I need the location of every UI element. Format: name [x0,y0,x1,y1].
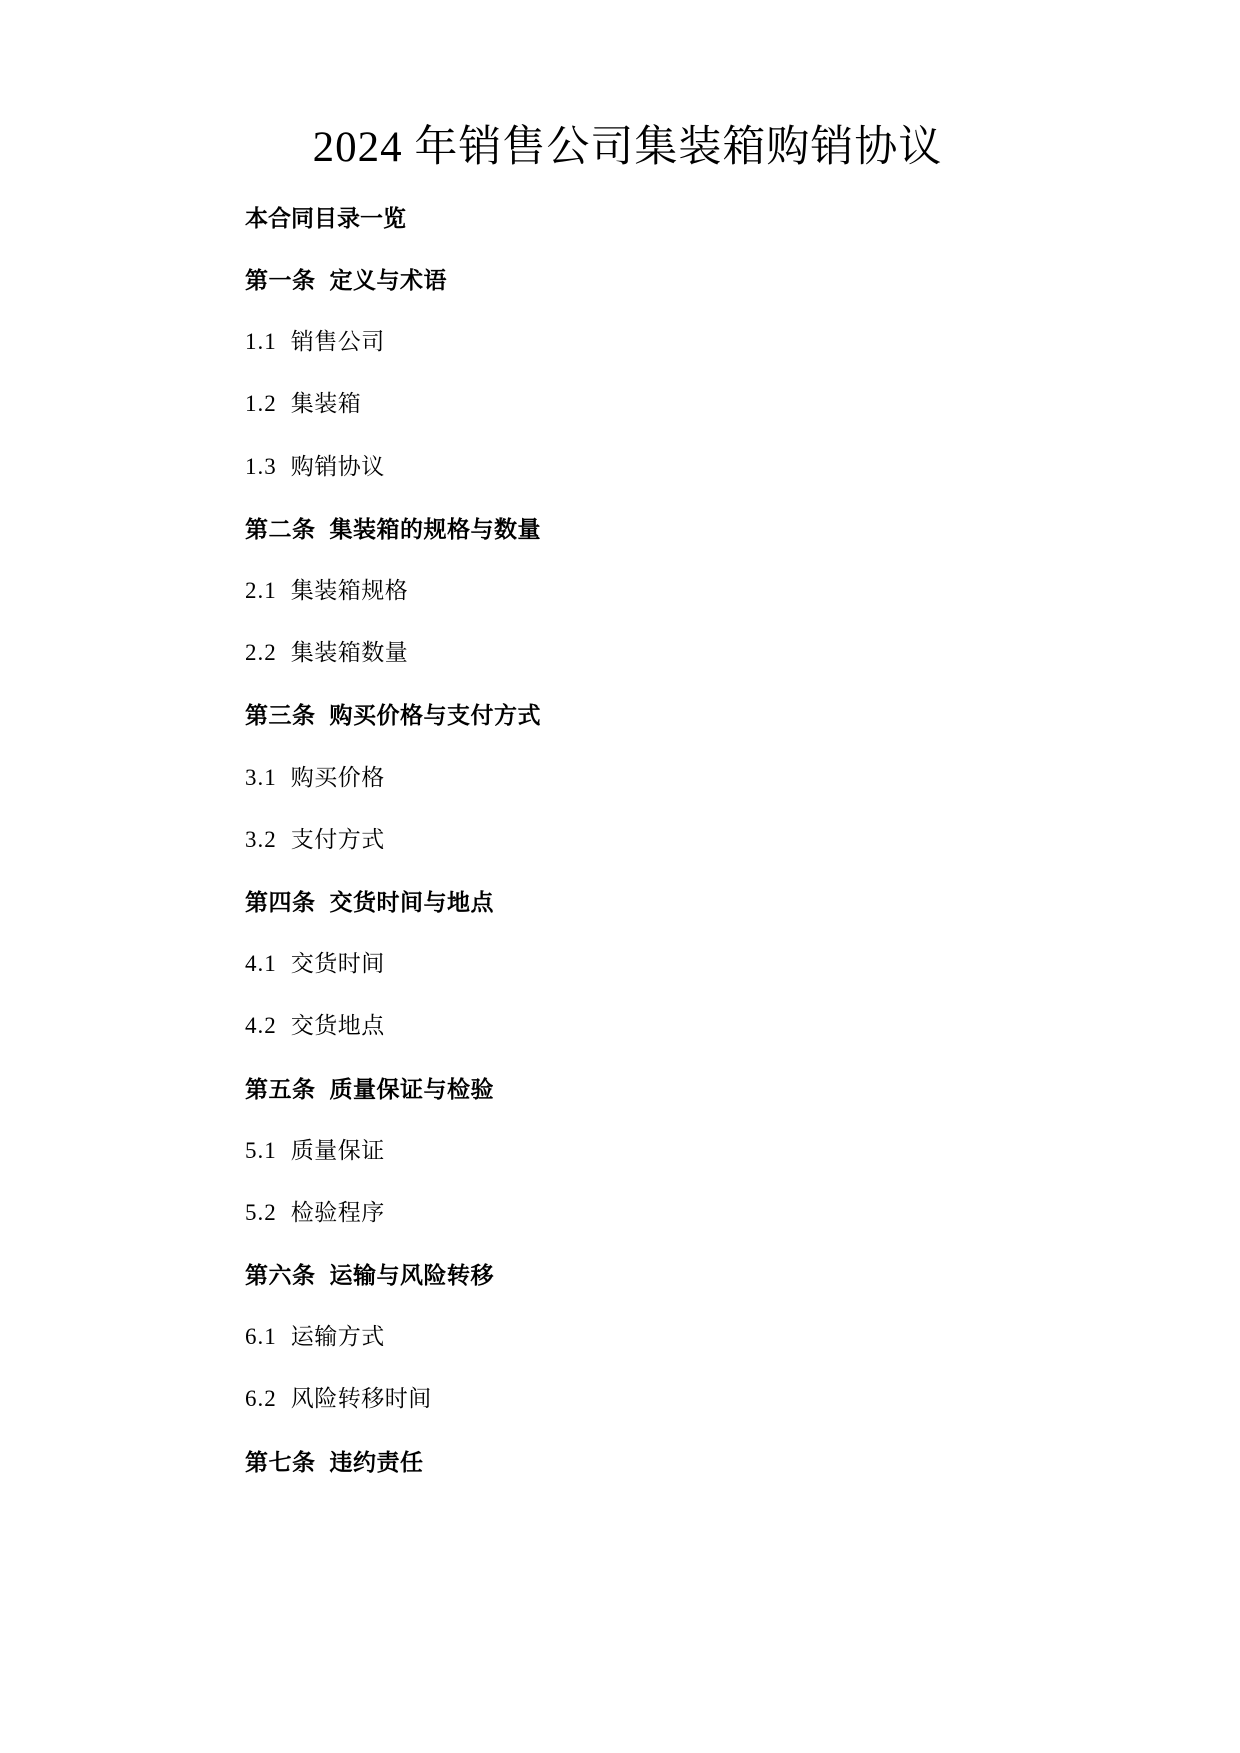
toc-entry-number: 3.2 [245,826,277,852]
toc-entry-title: 购销协议 [290,453,385,479]
toc-entry-number: 1.1 [245,329,277,355]
toc-entry[interactable] [245,1383,1070,1415]
toc-entry[interactable] [245,388,1070,420]
page-title: 2024 年销售公司集装箱购销协议 [312,124,943,171]
toc-entry-number: 第五条 [245,1075,316,1102]
toc-entry-number: 4.1 [245,951,277,977]
toc-entry[interactable] [245,1259,1070,1291]
toc-entry[interactable] [245,637,1070,669]
toc-entry-number: 第二条 [245,515,316,542]
toc-entry-number: 5.1 [245,1137,277,1163]
toc-entry[interactable] [245,264,1070,296]
toc-entry-number: 第四条 [245,888,316,915]
toc-entry[interactable] [245,762,1070,794]
toc-entry-number: 1.3 [245,453,277,479]
toc-entry-title: 质量保证与检验 [329,1075,494,1102]
toc-entry[interactable] [245,1135,1070,1167]
toc-entry-title: 购买价格 [290,764,385,790]
toc-entry[interactable] [245,1010,1070,1042]
toc-entry-number: 第三条 [245,702,316,729]
toc-entry-number: 第一条 [245,267,316,294]
toc-entry[interactable] [245,699,1070,731]
table-of-contents-label: 本合同目录一览 [245,204,406,231]
toc-entry[interactable] [245,1197,1070,1229]
toc-entry-number: 4.2 [245,1013,277,1039]
toc-entry-title: 运输与风险转移 [329,1262,494,1289]
toc-entry-title: 定义与术语 [329,267,447,294]
toc-entry-title: 支付方式 [290,826,385,852]
toc-entry-number: 第七条 [245,1448,316,1475]
toc-entry[interactable] [245,886,1070,918]
toc-entry-title: 交货时间 [290,951,385,977]
toc-entry[interactable] [245,1446,1070,1478]
toc-entry[interactable] [245,451,1070,483]
toc-entry-title: 集装箱的规格与数量 [329,515,541,542]
toc-entry[interactable] [245,326,1070,358]
toc-entry[interactable] [245,513,1070,545]
toc-entry-title: 购买价格与支付方式 [329,702,541,729]
toc-entry-title: 集装箱 [290,391,362,417]
toc-entry-number: 第六条 [245,1262,316,1289]
toc-entry-number: 2.2 [245,640,277,666]
toc-entry[interactable] [245,575,1070,607]
toc-entry-number: 6.1 [245,1324,277,1350]
table-of-contents [245,264,1070,1478]
toc-entry-title: 交货地点 [290,1013,385,1039]
toc-entry-number: 3.1 [245,764,277,790]
toc-entry-title: 风险转移时间 [290,1386,432,1412]
toc-entry-title: 运输方式 [290,1324,385,1350]
toc-entry-title: 集装箱规格 [290,578,409,604]
toc-entry-number: 5.2 [245,1199,277,1225]
toc-entry-title: 集装箱数量 [290,640,409,666]
toc-entry[interactable] [245,948,1070,980]
toc-entry-number: 2.1 [245,578,277,604]
toc-entry-title: 交货时间与地点 [329,888,494,915]
toc-entry[interactable] [245,1073,1070,1105]
toc-entry-number: 1.2 [245,391,277,417]
toc-entry-title: 违约责任 [329,1448,424,1475]
toc-entry[interactable] [245,824,1070,856]
toc-entry-title: 销售公司 [290,329,385,355]
toc-entry-number: 6.2 [245,1386,277,1412]
toc-entry[interactable] [245,1321,1070,1353]
toc-entry-title: 质量保证 [290,1137,385,1163]
toc-entry-title: 检验程序 [290,1199,385,1225]
